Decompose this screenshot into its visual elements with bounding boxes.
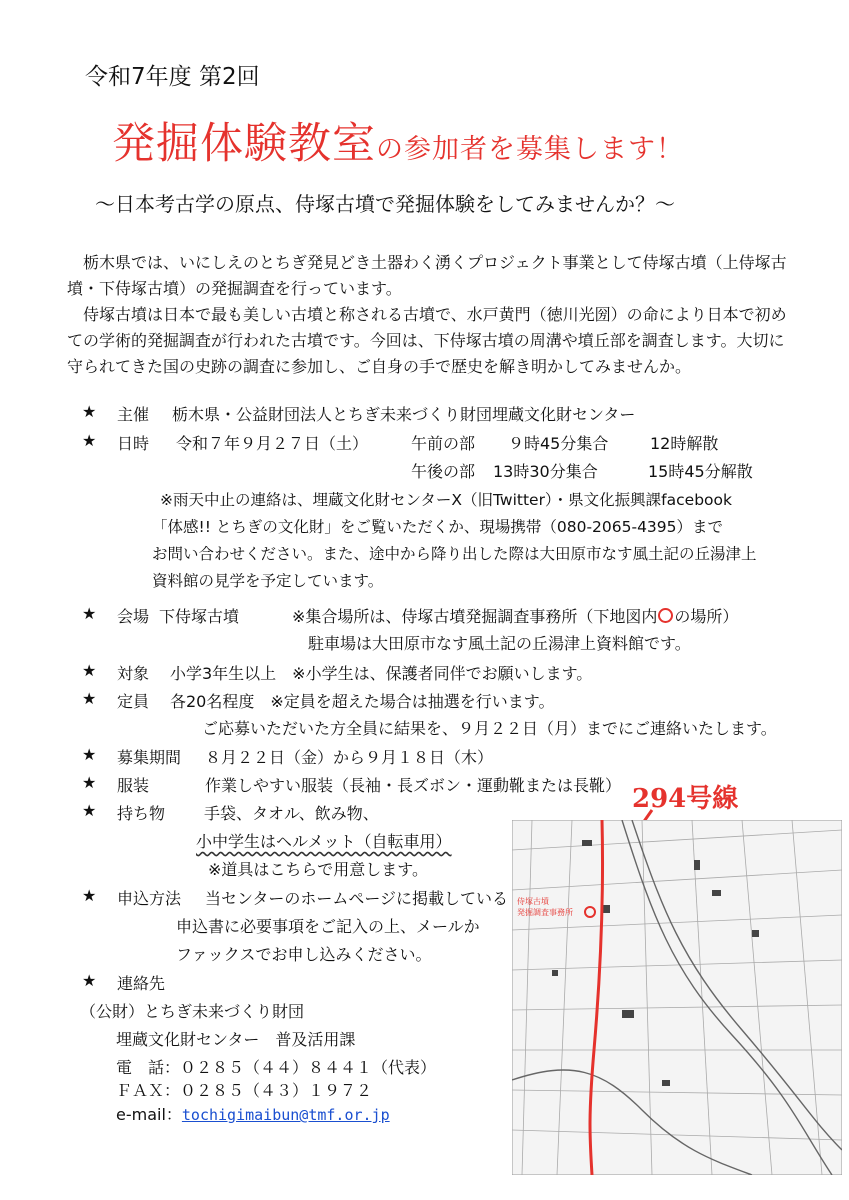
rain-note-3: お問い合わせください。また、途中から降り出した際は大田原市なす風土記の丘湯津上 <box>152 545 757 563</box>
route-label: 294号線 <box>632 784 739 814</box>
venue-note <box>292 604 738 627</box>
intro-paragraph-2: 侍塚古墳は日本で最も美しい古墳と称される古墳で、水戸黄門（徳川光圀）の命により日本で初めての学術的発掘調査が行われた古墳です。今回は、下侍塚古墳の周溝や墳丘部を調査します。大切に守られてきた国の史跡の調査に参加し、ご自身の手で歴史を解き明かしてみませんか。 <box>67 305 787 376</box>
pm-end: 15時45分解散 <box>648 462 753 481</box>
contact-org: （公財）とちぎ未来づくり財団 <box>80 1002 305 1021</box>
dress-label: 服装 <box>117 776 150 795</box>
email-link[interactable]: tochigimaibun@tmf.or.jp <box>181 1106 390 1124</box>
pm-part: 午後の部 <box>411 462 476 481</box>
bullet-star: ★ <box>82 886 97 905</box>
date-value: 令和７年９月２７日（土） <box>176 434 369 453</box>
page-subtitle: ～日本考古学の原点、侍塚古墳で発掘体験をしてみませんか？～ <box>95 192 675 216</box>
bullet-star: ★ <box>82 604 97 623</box>
venue-label: 会場 <box>117 607 150 626</box>
title-main: 発掘体験教室 <box>112 119 376 169</box>
apply-line-2: 申込書に必要事項をご記入の上、メールか <box>176 917 480 936</box>
bullet-star: ★ <box>82 971 97 990</box>
contact-fax: ＦＡＸ：０２８５（４３）１９７２ <box>116 1081 373 1100</box>
bring-note: ※道具はこちらで用意します。 <box>208 860 428 879</box>
am-gather: ９時45分集合 <box>508 434 609 453</box>
page-title <box>112 110 684 171</box>
venue-parking: 駐車場は大田原市なす風土記の丘湯津上資料館です。 <box>308 634 691 653</box>
contact-email-row <box>116 1102 390 1125</box>
rain-note-2: 「体感!! とちぎの文化財」をご覧いただくか、現場携帯（080-2065-4395）まで <box>152 518 724 536</box>
office-label-2: 発掘調査事務所 <box>517 908 573 917</box>
intro-paragraph-1: 栃木県では、いにしえのとちぎ発見どき土器わく湧くプロジェクト事業として侍塚古墳（上侍塚古墳・下侍塚古墳）の発掘調査を行っています。 <box>67 253 787 298</box>
site-map <box>512 820 842 1175</box>
contact-tel: 電 話：０２８５（４４）８４４１（代表） <box>116 1058 437 1077</box>
apply-line-1: 当センターのホームページに掲載している <box>205 889 509 908</box>
capacity-value: 各20名程度 ※定員を超えた場合は抽選を行います。 <box>170 692 555 711</box>
email-label: e-mail： <box>116 1105 182 1124</box>
rain-note-4: 資料館の見学を予定しています。 <box>152 572 384 590</box>
contact-label: 連絡先 <box>117 974 166 993</box>
host-value: 栃木県・公益財団法人とちぎ未来づくり財団埋蔵文化財センター <box>172 405 636 424</box>
period-label: 募集期間 <box>117 748 182 767</box>
capacity-note: ご応募いただいた方全員に結果を、９月２２日（月）までにご連絡いたします。 <box>202 719 777 738</box>
event-year: 令和7年度 第2回 <box>85 64 260 90</box>
capacity-label: 定員 <box>117 692 150 711</box>
target-label: 対象 <box>117 664 150 683</box>
bring-value: 手袋、タオル、飲み物、 <box>204 804 379 823</box>
bring-helmet: 小中学生はヘルメット（自転車用） <box>196 832 452 851</box>
period-value: ８月２２日（金）から９月１８日（木） <box>205 748 494 767</box>
bullet-star: ★ <box>82 801 97 820</box>
venue-note-start: ※集合場所は、侍塚古墳発掘調査事務所（下地図内 <box>292 607 658 626</box>
office-label-1: 侍塚古墳 <box>517 897 549 906</box>
bullet-star: ★ <box>82 689 97 708</box>
apply-line-3: ファックスでお申し込みください。 <box>176 945 432 964</box>
apply-label: 申込方法 <box>117 889 182 908</box>
bullet-star: ★ <box>82 661 97 680</box>
bullet-star: ★ <box>82 431 97 450</box>
target-value: 小学3年生以上 ※小学生は、保護者同伴でお願いします。 <box>170 664 593 683</box>
dress-value: 作業しやすい服装（長袖・長ズボン・運動靴または長靴） <box>205 776 622 795</box>
host-label: 主催 <box>117 405 150 424</box>
title-tail: の参加者を募集します！ <box>376 134 684 165</box>
bullet-star: ★ <box>82 745 97 764</box>
am-part: 午前の部 <box>411 434 476 453</box>
circle-marker-icon <box>658 608 673 623</box>
date-label: 日時 <box>117 434 150 453</box>
am-end: 12時解散 <box>650 434 719 453</box>
venue-value: 下侍塚古墳 <box>159 607 240 626</box>
contact-dept: 埋蔵文化財センター 普及活用課 <box>116 1030 356 1049</box>
bring-label: 持ち物 <box>117 804 166 823</box>
venue-note-end: の場所） <box>674 607 739 626</box>
intro-text <box>67 250 787 380</box>
bullet-star: ★ <box>82 773 97 792</box>
rain-note-1: ※雨天中止の連絡は、埋蔵文化財センターX（旧Twitter）・県文化振興課facebook <box>160 491 732 509</box>
pm-gather: 13時30分集合 <box>493 462 598 481</box>
bullet-star: ★ <box>82 402 97 421</box>
